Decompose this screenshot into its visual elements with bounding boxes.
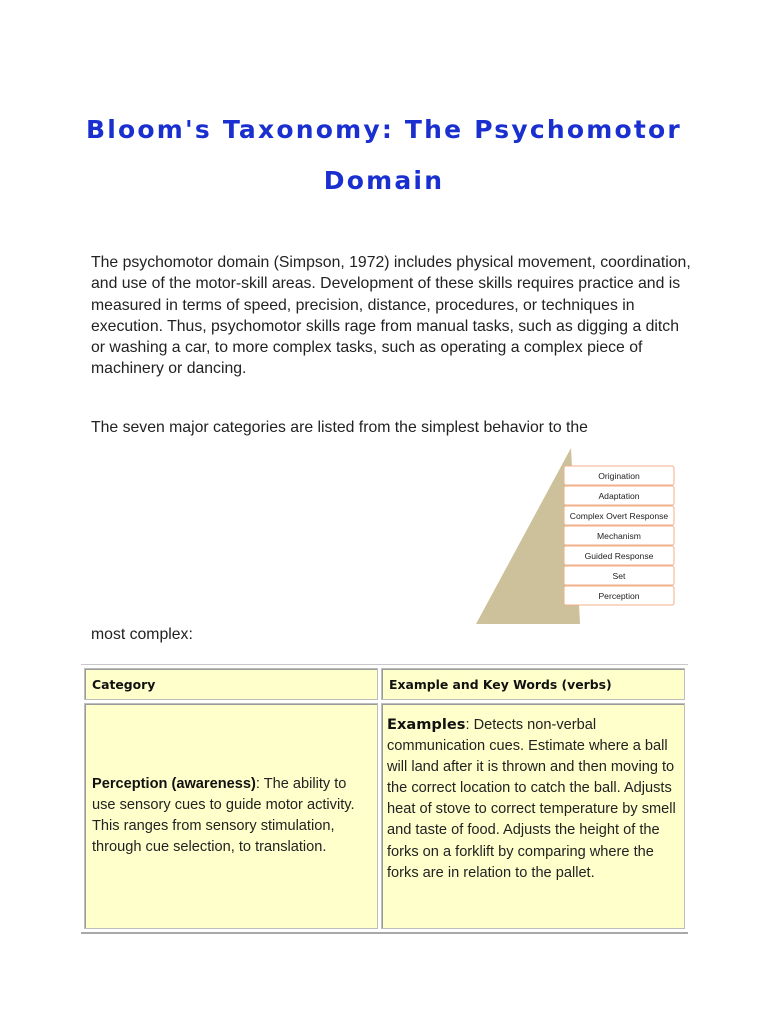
- table-row: [84, 703, 685, 929]
- category-term: Perception (awareness): [92, 775, 256, 792]
- category-cell: [84, 703, 378, 929]
- category-definition: : The ability to use sensory cues to guide motor activity. This ranges from sensory stimulation, through cue selection, to translation.: [92, 775, 355, 856]
- pyramid-level-label: Complex Overt Response: [569, 511, 669, 521]
- intro-paragraph: The psychomotor domain (Simpson, 1972) includes physical movement, coordination, and use of the motor-skill areas. Development of these skills requires practice and is measured in terms of speed, precision, distance, procedures, or techniques in execution. Thus, psychomotor skills rage from manual tasks, such as digging a ditch or washing a car, to more complex tasks, such as operating a complex piece of machinery or dancing.: [91, 254, 691, 378]
- categories-tail-sentence: most complex:: [91, 626, 193, 643]
- header-examples: Example and Key Words (verbs): [381, 668, 685, 700]
- categories-lead-sentence: The seven major categories are listed from the simplest behavior to the: [91, 419, 588, 436]
- examples-label: Examples: [387, 716, 466, 733]
- page-title: Bloom's Taxonomy: The Psychomotor Domain: [86, 115, 682, 195]
- psychomotor-pyramid: [476, 448, 680, 626]
- categories-table: [81, 664, 688, 934]
- header-category: Category: [84, 668, 378, 700]
- pyramid-level-label: Perception: [598, 591, 640, 601]
- examples-text: : Detects non-verbal communication cues. Estimate where a ball will land after it is thrown and then moving to the correct location to catch the ball. Adjusts heat of stove to correct temperature by smell and taste of food. Adjusts the height of the forks on a forklift by comparing where the forks are in relation to the pallet.: [387, 717, 676, 881]
- table-header-row: [84, 668, 685, 700]
- pyramid-level-label: Guided Response: [584, 551, 654, 561]
- examples-cell: [381, 703, 685, 929]
- pyramid-level-label: Adaptation: [598, 491, 640, 501]
- pyramid-level-label: Set: [612, 571, 626, 581]
- pyramid-level-label: Origination: [598, 471, 640, 481]
- pyramid-level-label: Mechanism: [597, 531, 641, 541]
